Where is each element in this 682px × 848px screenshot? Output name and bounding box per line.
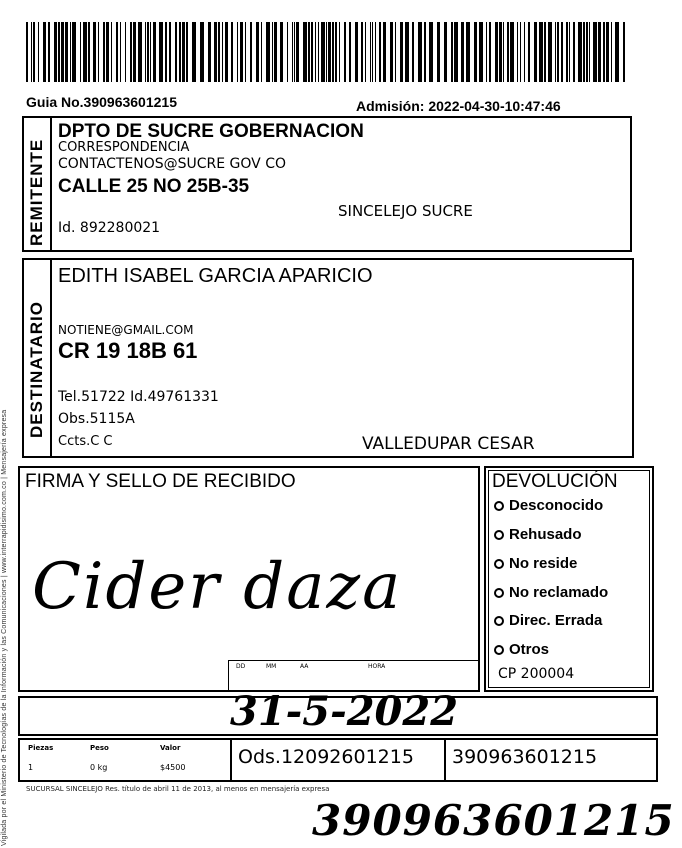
barcode-bar	[451, 22, 453, 82]
barcode-bar	[61, 22, 64, 82]
barcode-bar	[321, 22, 325, 82]
barcode-bar	[395, 22, 396, 82]
barcode-bar	[555, 22, 556, 82]
barcode-bar	[603, 22, 605, 82]
barcode-bar	[315, 22, 316, 82]
date-label-aa: AA	[300, 663, 309, 670]
barcode-bar	[231, 22, 233, 82]
barcode-bar	[524, 22, 525, 82]
barcode-bar	[429, 22, 433, 82]
barcode-bar	[379, 22, 381, 82]
date-label-mm: MM	[266, 663, 277, 670]
barcode-bar	[250, 22, 252, 82]
barcode-bar	[328, 22, 331, 82]
barcode-bar	[569, 22, 570, 82]
barcode-bar	[375, 22, 376, 82]
barcode-bar	[495, 22, 498, 82]
barcode-bar	[339, 22, 340, 82]
barcode-bar	[33, 22, 35, 82]
barcode-bar	[489, 22, 491, 82]
barcode-bar	[520, 22, 521, 82]
barcode-bar	[200, 22, 204, 82]
barcode-bar	[54, 22, 57, 82]
barcode-bar	[48, 22, 50, 82]
barcode-bar	[70, 22, 71, 82]
barcode-bar	[218, 22, 220, 82]
footer-divider-2	[444, 740, 446, 780]
barcode-bar	[103, 22, 105, 82]
barcode-bar	[303, 22, 307, 82]
handwritten-date: 31-5-2022	[230, 688, 459, 735]
barcode-bar	[192, 22, 196, 82]
devolucion-label: DEVOLUCIÓN	[492, 471, 618, 492]
barcode-bar	[444, 22, 447, 82]
barcode-bar	[58, 22, 60, 82]
barcode-bar	[138, 22, 142, 82]
barcode-bar	[31, 22, 32, 82]
barcode-bar	[80, 22, 81, 82]
barcode-bar	[461, 22, 464, 82]
peso-value: 0 kg	[90, 763, 108, 772]
barcode-bar	[400, 22, 403, 82]
remitente-label-divider	[50, 118, 52, 250]
destinatario-phone-id: Tel.51722 Id.49761331	[58, 389, 219, 405]
handwritten-signature: Cider daza	[32, 550, 403, 624]
date-label-hora: HORA	[368, 663, 386, 670]
barcode-bar	[280, 22, 283, 82]
barcode-bar	[169, 22, 171, 82]
barcode-bar	[287, 22, 288, 82]
valor-label: Valor	[160, 744, 181, 752]
barcode-bar	[208, 22, 211, 82]
barcode-bar	[566, 22, 568, 82]
barcode-bar	[332, 22, 334, 82]
barcode-bar	[147, 22, 149, 82]
barcode-bar	[266, 22, 270, 82]
barcode-bar	[583, 22, 585, 82]
barcode-bar	[573, 22, 575, 82]
barcode-bar	[606, 22, 609, 82]
radio-icon	[494, 588, 504, 598]
barcode-bar	[272, 22, 273, 82]
barcode-bar	[296, 22, 299, 82]
radio-icon	[494, 616, 504, 626]
admision-timestamp: Admisión: 2022-04-30-10:47:46	[356, 98, 561, 114]
barcode-bar	[418, 22, 422, 82]
barcode-bar	[245, 22, 246, 82]
devolucion-option-direc-errada: Direc. Errada	[494, 613, 602, 628]
barcode-bar	[548, 22, 552, 82]
barcode-bar	[311, 22, 313, 82]
barcode-bar	[145, 22, 146, 82]
barcode-bar	[528, 22, 530, 82]
barcode-bar	[38, 22, 39, 82]
barcode-bar	[165, 22, 167, 82]
barcode-bar	[214, 22, 217, 82]
barcode-bar	[370, 22, 371, 82]
radio-icon	[494, 559, 504, 569]
firma-label: FIRMA Y SELLO DE RECIBIDO	[25, 471, 296, 492]
peso-label: Peso	[90, 744, 109, 752]
date-label-dd: DD	[236, 663, 246, 670]
barcode-bar	[237, 22, 238, 82]
barcode-bar	[133, 22, 136, 82]
barcode-bar	[355, 22, 358, 82]
barcode-bar	[503, 22, 504, 82]
barcode-bar	[98, 22, 99, 82]
barcode-bar	[383, 22, 386, 82]
barcode-bar	[186, 22, 188, 82]
destinatario-obs: Obs.5115A	[58, 411, 135, 427]
barcode-bar	[517, 22, 518, 82]
barcode-bar	[72, 22, 76, 82]
barcode-bar	[159, 22, 163, 82]
devolucion-option-rehusado: Rehusado	[494, 527, 582, 542]
barcode-bar	[308, 22, 310, 82]
remitente-department: CORRESPONDENCIA	[58, 140, 190, 155]
barcode-bar	[578, 22, 582, 82]
barcode-bar	[326, 22, 327, 82]
barcode-bar	[349, 22, 351, 82]
remitente-city: SINCELEJO SUCRE	[338, 202, 473, 220]
side-legal-text: Vigilada por el Ministerio de Tecnologías de la Información y las Comunicaciones | www.interrapidisimo.com.co | Mensajería expresa	[1, 409, 8, 846]
devolucion-cp: CP 200004	[498, 666, 575, 682]
barcode-bar	[111, 22, 112, 82]
radio-icon	[494, 645, 504, 655]
remitente-id: Id. 892280021	[58, 220, 161, 236]
barcode-bar	[405, 22, 409, 82]
barcode-bar	[474, 22, 477, 82]
destinatario-label: DESTINATARIO	[27, 301, 46, 438]
barcode-bar	[335, 22, 337, 82]
barcode-bar	[292, 22, 293, 82]
barcode-bar	[361, 22, 363, 82]
destinatario-label-divider	[50, 260, 52, 456]
barcode-bar	[88, 22, 90, 82]
footer-divider-1	[230, 740, 232, 780]
destinatario-email: NOTIENE@GMAIL.COM	[58, 323, 194, 337]
barcode-bar	[589, 22, 590, 82]
devolucion-option-otros: Otros	[494, 642, 549, 657]
barcode-bar	[318, 22, 319, 82]
barcode-bar	[499, 22, 502, 82]
barcode-bar	[615, 22, 619, 82]
barcode-bar	[390, 22, 393, 82]
handwritten-guia-number: 390963601215	[312, 796, 675, 845]
barcode-bar	[486, 22, 487, 82]
barcode-bar	[294, 22, 295, 82]
barcode-bar	[586, 22, 588, 82]
barcode-bar	[175, 22, 177, 82]
barcode-bar	[153, 22, 156, 82]
barcode-bar	[182, 22, 185, 82]
barcode-bar	[372, 22, 373, 82]
barcode-bar	[507, 22, 509, 82]
devolucion-option-no-reside: No reside	[494, 556, 577, 571]
barcode-bar	[83, 22, 87, 82]
barcode-bar	[544, 22, 546, 82]
barcode-bar	[598, 22, 601, 82]
remitente-label: REMITENTE	[27, 138, 46, 246]
remitente-name: DPTO DE SUCRE GOBERNACION	[58, 121, 364, 142]
barcode-bar	[43, 22, 46, 82]
barcode-bar	[130, 22, 132, 82]
barcode-bar	[593, 22, 597, 82]
devolucion-option-desconocido: Desconocido	[494, 498, 603, 513]
footer-guia-number: 390963601215	[452, 746, 598, 768]
valor-value: $4500	[160, 763, 186, 772]
barcode-bar	[344, 22, 346, 82]
barcode-bar	[65, 22, 68, 82]
barcode-bar	[120, 22, 121, 82]
barcode-bar	[256, 22, 259, 82]
destinatario-city: VALLEDUPAR CESAR	[362, 434, 535, 454]
barcode-bar	[454, 22, 458, 82]
barcode-bar	[222, 22, 223, 82]
barcode	[22, 22, 632, 90]
barcode-bar	[412, 22, 414, 82]
barcode-bar	[26, 22, 28, 82]
radio-icon	[494, 501, 504, 511]
barcode-bar	[561, 22, 563, 82]
barcode-bar	[437, 22, 440, 82]
barcode-bar	[479, 22, 483, 82]
remitente-email: CONTACTENOS@SUCRE GOV CO	[58, 156, 286, 172]
ods-number: Ods.12092601215	[238, 746, 414, 768]
barcode-bar	[510, 22, 514, 82]
barcode-bar	[150, 22, 151, 82]
piezas-value: 1	[28, 763, 34, 772]
barcode-bar	[225, 22, 228, 82]
barcode-bar	[261, 22, 262, 82]
barcode-bar	[623, 22, 625, 82]
barcode-bar	[466, 22, 470, 82]
barcode-bar	[179, 22, 181, 82]
piezas-label: Piezas	[28, 744, 54, 752]
barcode-bar	[106, 22, 109, 82]
barcode-bar	[365, 22, 366, 82]
destinatario-ccts: Ccts.C C	[58, 434, 113, 449]
devolucion-option-no-reclamado: No reclamado	[494, 585, 608, 600]
barcode-bar	[424, 22, 426, 82]
barcode-bar	[611, 22, 612, 82]
guia-number-header: Guia No.390963601215	[26, 94, 177, 110]
destinatario-name: EDITH ISABEL GARCIA APARICIO	[58, 265, 373, 287]
destinatario-address: CR 19 18B 61	[58, 338, 198, 363]
barcode-bar	[274, 22, 277, 82]
barcode-bar	[125, 22, 126, 82]
barcode-bar	[116, 22, 118, 82]
radio-icon	[494, 530, 504, 540]
fine-print: SUCURSAL SINCELEJO Res. título de abril 11 de 2013, al menos en mensajería expresa	[26, 785, 330, 793]
remitente-address: CALLE 25 NO 25B-35	[58, 176, 250, 197]
barcode-bar	[539, 22, 543, 82]
barcode-bar	[240, 22, 243, 82]
barcode-bar	[93, 22, 96, 82]
barcode-bar	[557, 22, 559, 82]
barcode-bar	[534, 22, 537, 82]
